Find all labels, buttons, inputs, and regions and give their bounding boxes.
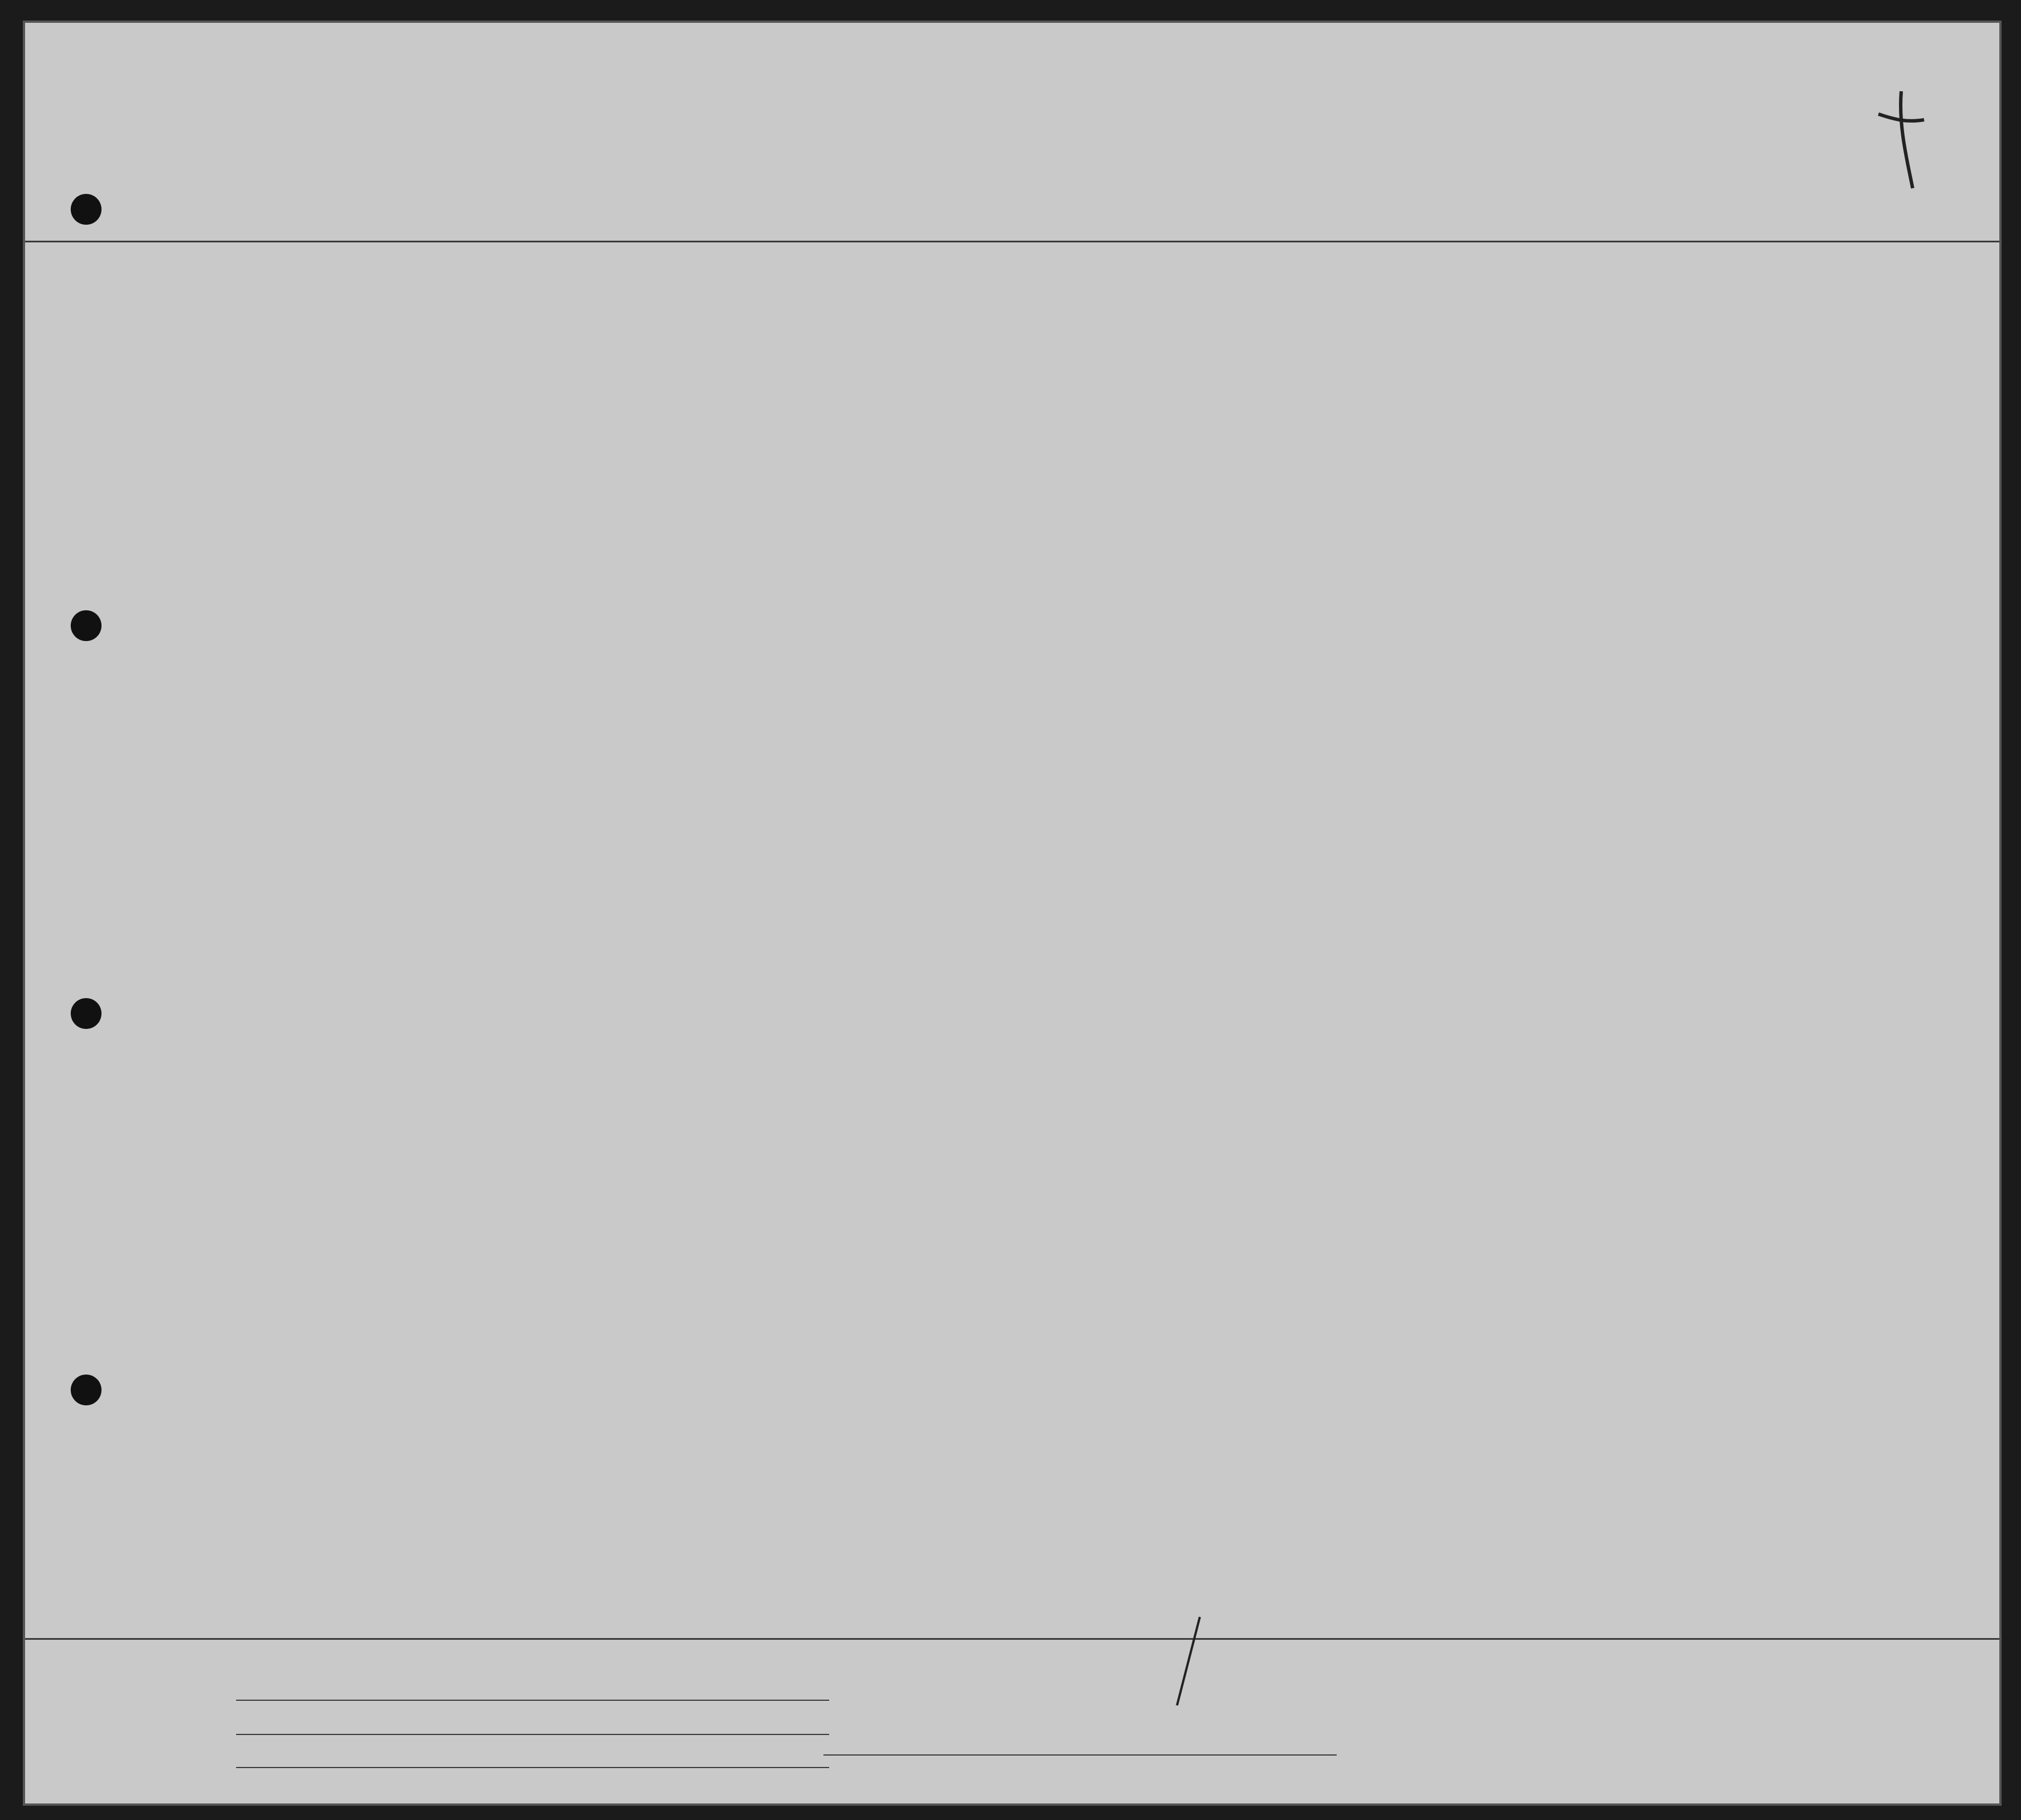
line-field-rule [236,1700,829,1701]
signature-rule [823,1754,1337,1756]
punch-hole [71,998,102,1029]
punch-hole [71,610,102,641]
pen-stroke [1166,1614,1211,1711]
table-top-rule [25,241,1999,242]
footer-rule [25,1638,1999,1640]
manifest-sheet [23,21,2002,1806]
punch-hole [71,194,102,225]
punch-hole [71,1375,102,1405]
owners-field-rule [236,1734,829,1735]
agents-field-rule [236,1767,829,1768]
handwritten-mark [1844,80,1935,194]
